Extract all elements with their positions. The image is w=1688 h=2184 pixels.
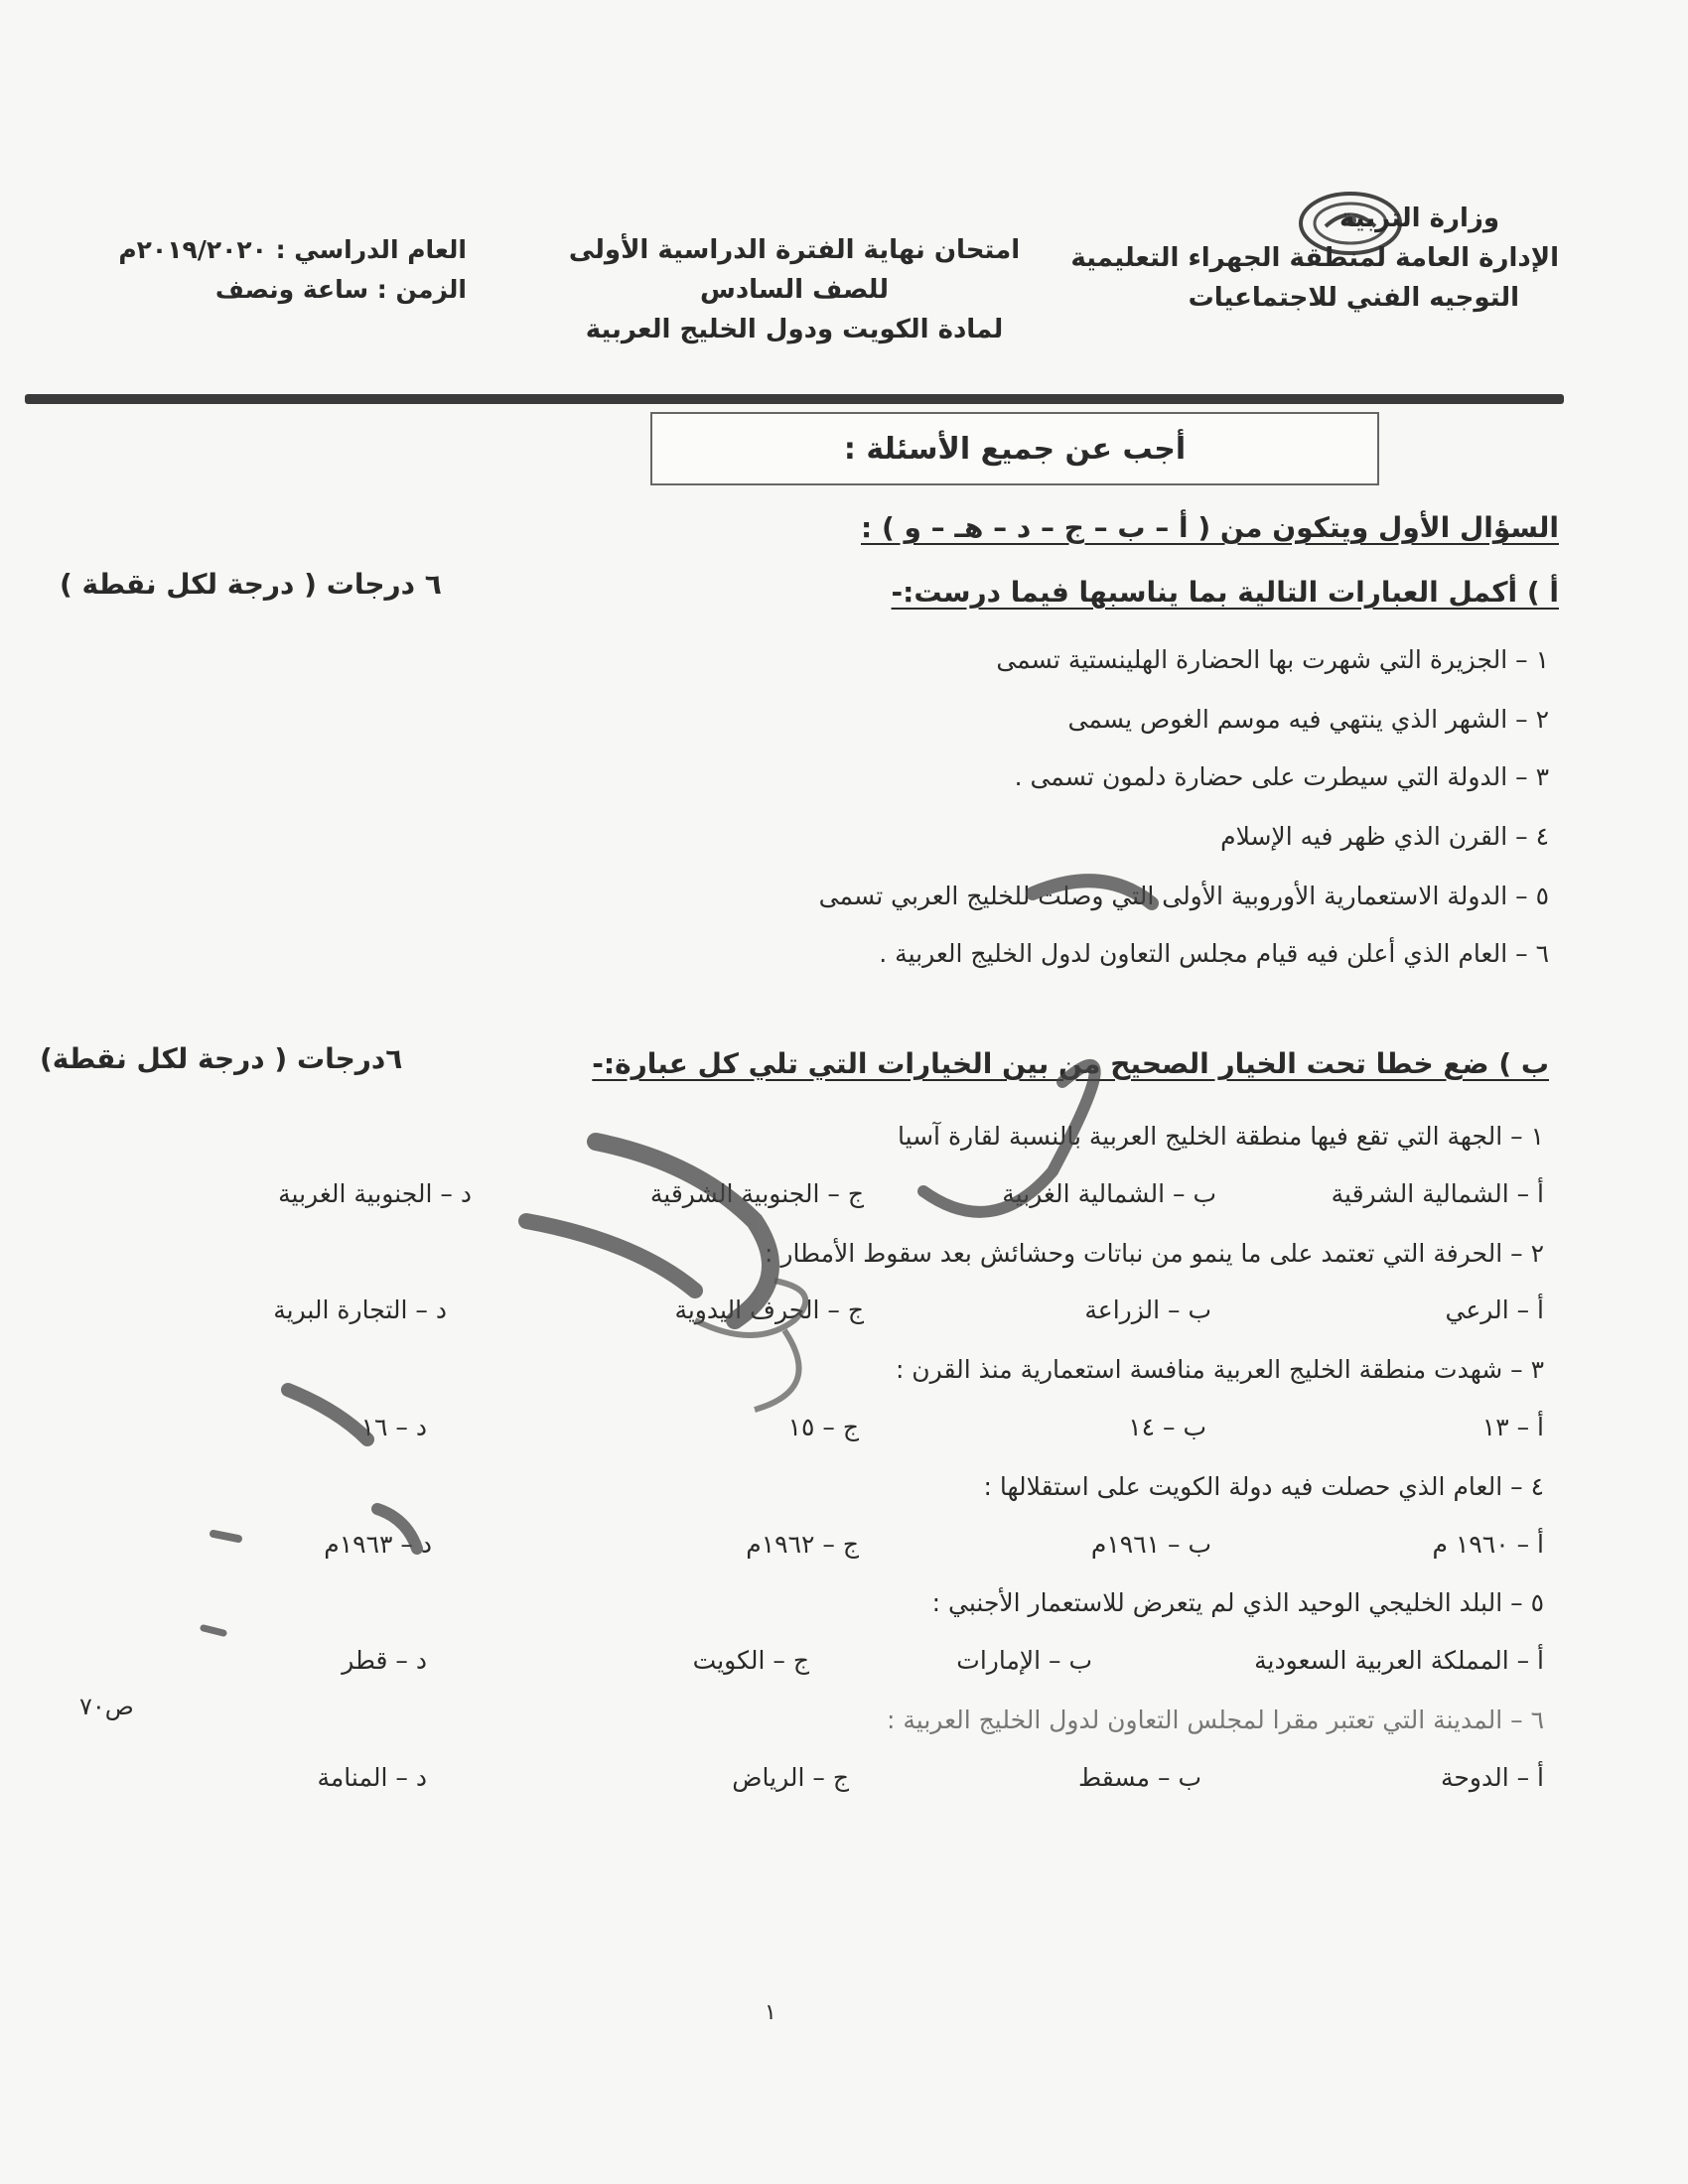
part-b-q1-option-a: أ – الشمالية الشرقية — [1331, 1179, 1544, 1208]
part-b-q1-option-c: ج – الجنوبية الشرقية — [649, 1179, 864, 1208]
part-b-q1-option-d: د – الجنوبية الغربية — [278, 1179, 472, 1208]
instruction-box — [650, 412, 1379, 485]
part-a-item-2: ٢ – الشهر الذي ينتهي فيه موسم الغوص يسمى — [1067, 705, 1549, 734]
part-b-question-1: ١ – الجهة التي تقع فيها منطقة الخليج العربية بالنسبة لقارة آسيا — [897, 1122, 1544, 1151]
part-b-question-3: ٣ – شهدت منطقة الخليج العربية منافسة استعمارية منذ القرن : — [895, 1355, 1544, 1384]
part-a-item-6: ٦ – العام الذي أعلن فيه قيام مجلس التعاون لدول الخليج العربية . — [879, 939, 1549, 968]
part-b-q2-option-d: د – التجارة البرية — [273, 1296, 447, 1324]
part-b-title: ب ) ضع خطا تحت الخيار الصحيح من بين الخيارات التي تلي كل عبارة:- — [592, 1047, 1549, 1080]
page-reference-note: ص٧٠ — [79, 1693, 134, 1720]
exam-grade: للصف السادس — [699, 275, 890, 305]
part-b-q4-option-c: ج – ١٩٦٢م — [746, 1530, 859, 1559]
part-b-q3-option-d: د – ١٦ — [360, 1413, 427, 1441]
part-b-q3-option-c: ج – ١٥ — [787, 1413, 859, 1441]
question1-title: السؤال الأول ويتكون من ( أ – ب – ج – د – هـ – و ) : — [861, 511, 1559, 544]
part-b-q5-option-d: د – قطر — [342, 1646, 427, 1675]
part-b-q2-option-a: أ – الرعي — [1445, 1296, 1544, 1324]
directorate-name: الإدارة العامة لمنطقة الجهراء التعليمية — [1070, 243, 1559, 273]
part-a-marks: ٦ درجات ( درجة لكل نقطة ) — [60, 568, 442, 601]
instruction-text: أجب عن جميع الأسئلة : — [843, 431, 1187, 467]
department-name: التوجيه الفني للاجتماعيات — [1188, 283, 1519, 313]
part-a-item-1: ١ – الجزيرة التي شهرت بها الحضارة الهلينستية تسمى — [996, 645, 1549, 674]
ministry-name: وزارة التربية — [1338, 204, 1499, 233]
exam-duration: الزمن : ساعة ونصف — [214, 275, 467, 304]
part-b-question-6: ٦ – المدينة التي تعتبر مقرا لمجلس التعاون لدول الخليج العربية : — [887, 1706, 1544, 1734]
part-b-q6-option-b: ب – مسقط — [1078, 1763, 1201, 1792]
part-b-q3-option-b: ب – ١٤ — [1128, 1413, 1206, 1441]
part-b-q5-option-b: ب – الإمارات — [956, 1646, 1092, 1675]
part-a-item-4: ٤ – القرن الذي ظهر فيه الإسلام — [1220, 822, 1549, 851]
exam-header — [536, 230, 1053, 349]
part-b-q5-option-a: أ – المملكة العربية السعودية — [1254, 1646, 1544, 1675]
part-a-item-3: ٣ – الدولة التي سيطرت على حضارة دلمون تسمى . — [1014, 762, 1549, 791]
part-b-q6-option-c: ج – الرياض — [732, 1763, 849, 1792]
part-b-q6-option-a: أ – الدوحة — [1441, 1763, 1544, 1792]
academic-year: العام الدراسي : ٢٠١٩/٢٠٢٠م — [118, 235, 467, 264]
part-b-q2-option-c: ج – الحرف اليدوية — [674, 1296, 864, 1324]
part-b-question-2: ٢ – الحرفة التي تعتمد على ما ينمو من نباتات وحشائش بعد سقوط الأمطار : — [765, 1239, 1544, 1268]
page-number: ١ — [765, 2000, 776, 2025]
part-b-q2-option-b: ب – الزراعة — [1084, 1296, 1211, 1324]
part-b-q6-option-d: د – المنامة — [317, 1763, 427, 1792]
part-b-q4-option-d: د – ١٩٦٣م — [324, 1530, 432, 1559]
exam-subject: لمادة الكويت ودول الخليج العربية — [585, 315, 1004, 344]
part-a-title: أ ) أكمل العبارات التالية بما يناسبها فيما درست:- — [891, 576, 1559, 609]
part-a-item-5: ٥ – الدولة الاستعمارية الأوروبية الأولى التي وصلت للخليج العربي تسمى — [818, 882, 1549, 910]
part-b-marks: ٦درجات ( درجة لكل نقطة) — [40, 1042, 403, 1075]
part-b-q1-option-b: ب – الشمالية الغربية — [1002, 1179, 1216, 1208]
part-b-q5-option-c: ج – الكويت — [692, 1646, 809, 1675]
part-b-q3-option-a: أ – ١٣ — [1481, 1413, 1544, 1441]
part-b-question-5: ٥ – البلد الخليجي الوحيد الذي لم يتعرض للاستعمار الأجنبي : — [931, 1588, 1544, 1617]
part-b-q4-option-b: ب – ١٩٦١م — [1090, 1530, 1211, 1559]
exam-meta — [30, 230, 467, 310]
exam-title: امتحان نهاية الفترة الدراسية الأولى — [568, 235, 1021, 265]
header-divider — [25, 394, 1564, 404]
part-b-question-4: ٤ – العام الذي حصلت فيه دولة الكويت على استقلالها : — [983, 1472, 1544, 1501]
part-b-q4-option-a: أ – ١٩٦٠ م — [1432, 1530, 1544, 1559]
ministry-header — [1003, 199, 1559, 318]
